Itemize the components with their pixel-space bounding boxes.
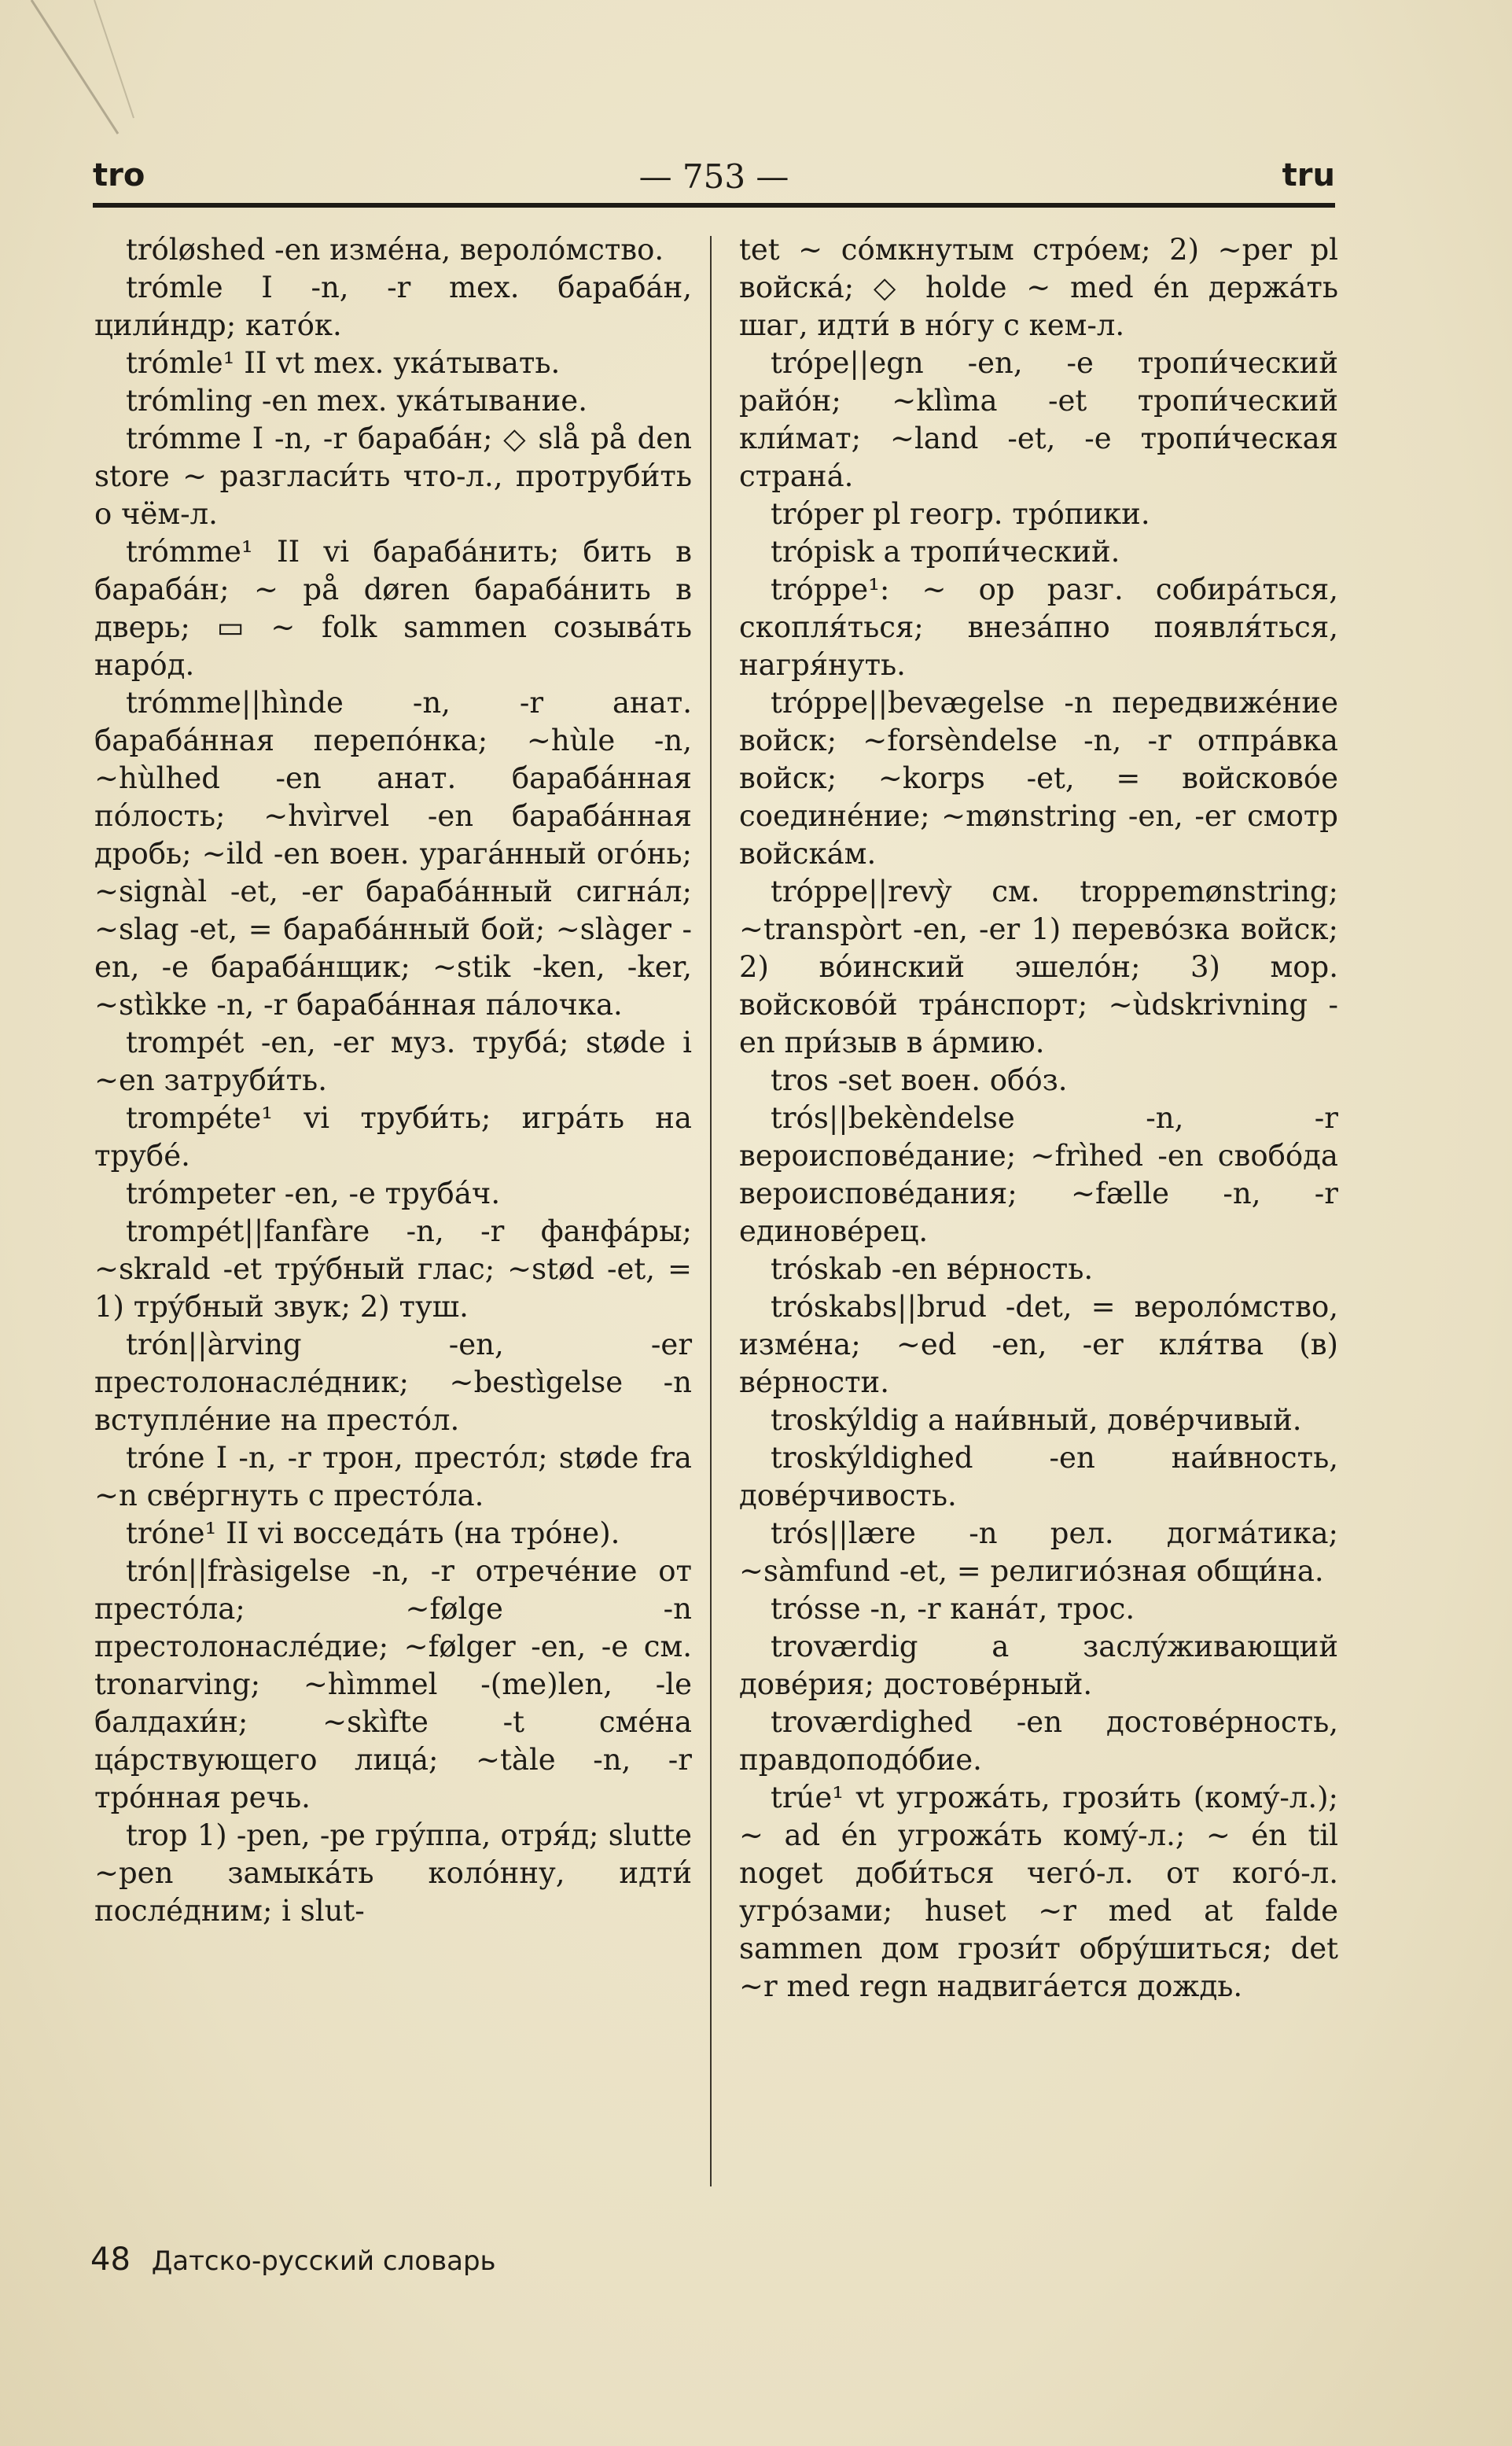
entry: trop 1) -pen, -pe грýппа, отря́д; slutte ~pen замыкáть колóнну, идти́ послéдним; i slut- (94, 1818, 692, 1928)
entry: trompét -en, -er муз. трубá; støde i ~en затруби́ть. (94, 1026, 692, 1097)
entry: trópisk a тропи́ческий. (771, 535, 1120, 569)
entry: tróskabs||brud -det, = вероло́мство, измéна; ~ed -en, -er кля́тва (в) вéрности. (739, 1290, 1338, 1399)
entry-continuation: tet ~ сóмкнутым стрóем; 2) ~per pl войскá; ◇ holde ~ med én держáть шаг, идти́ в нóгу с кем-л. (739, 233, 1338, 342)
entry: tróne¹ II vi восседáть (на трóне). (126, 1516, 620, 1550)
entry: tróppe||revỳ см. troppemønstring; ~transpòrt -en, -er 1) перевóзка войск; 2) вóинский эшелóн; 3) мор. войсковóй трáнспорт; ~ùdskrivning -en при́зыв в áрмию. (739, 875, 1338, 1059)
entry: trómme||hìnde -n, -r анат. барабáнная перепóнка; ~hùle -n, ~hùlhed -en анат. барабáнная пóлость; ~hvìrvel -en барабáнная дробь; ~ild -en воен. урагáнный огóнь; ~signàl -et, -er барабáнный сигнáл; ~slag -et, = барабáнный бой; ~slàger -en, -e барабáнщик; ~stik -ken, -ker, ~stìkke -n, -r барабáнная пáлочка. (94, 686, 692, 1022)
entry: trómle I -n, -r mex. барабáн, цили́ндр; катóк. (94, 271, 692, 342)
entry: trón||àrving -en, -er престолонаслéдник; ~bestìgelse -n вступлéние на престóл. (94, 1328, 692, 1437)
entry: trúe¹ vt угрожáть, грози́ть (комý-л.); ~ ad én угрожáть комý-л.; ~ én til noget доби́ться чегó-л. от когó-л. угрóзами; huset ~r med at falde sammen дом грози́т обрýшиться; det ~r med regn надвигáется дождь. (739, 1781, 1338, 2003)
entry: trómme I -n, -r барабáн; ◇ slå på den store ~ разгласи́ть что-л., протруби́ть о чём-л. (94, 422, 692, 531)
column-divider (710, 236, 712, 2186)
entry: trómling -en mex. укáтывание. (126, 384, 587, 418)
page-number: — 753 — (638, 157, 789, 196)
book-title: Датско-русский словарь (151, 2245, 496, 2277)
header-rule (93, 203, 1335, 208)
entry: tróppe||bevægelse -n передвижéние войск; ~forsèndelse -n, -r отпрáвка войск; ~korps -et, = войсковóе соединéние; ~mønstring -en, -er смотр войскáм. (739, 686, 1338, 871)
left-column (94, 231, 692, 1930)
entry: tróskab -en вéрность. (771, 1252, 1094, 1286)
entry: tróne I -n, -r трон, престóл; støde fra ~n свéргнуть с престóла. (94, 1441, 692, 1512)
entry: trompét||fanfàre -n, -r фанфáры; ~skrald -et трýбный глас; ~stød -et, = 1) трýбный звук; 2) туш. (94, 1214, 692, 1324)
entry: trón||fràsigelse -n, -r отречéние от престóла; ~følge -n престолонаслéдие; ~følger -en, -e см. tronarving; ~hìmmel -(me)len, -le балдахи́н; ~skìfte -t смéна цáрствующего лицá; ~tàle -n, -r трóнная речь. (94, 1554, 692, 1814)
entry: troskýldighed -en наи́вность, довéрчивость. (739, 1441, 1338, 1512)
entry: trósse -n, -r канáт, трос. (771, 1592, 1135, 1626)
entry: tróppe¹: ~ op разг. собирáться, скопля́ться; внезáпно появля́ться, нагря́нуть. (739, 573, 1338, 682)
right-column (739, 231, 1338, 2006)
page-footer (90, 2242, 496, 2278)
entry: trómpeter -en, -e трубáч. (126, 1177, 501, 1210)
entry: trómle¹ II vt mex. укáтывать. (126, 346, 561, 380)
entry: trompéte¹ vi труби́ть; игрáть на трубé. (94, 1101, 692, 1173)
entry: tróløshed -en измéна, вероло́мство. (126, 233, 664, 267)
signature-mark: 48 (90, 2242, 131, 2278)
left-guide-word: tro (93, 157, 145, 193)
page-header (93, 157, 1335, 197)
entry: troskýldig a наи́вный, довéрчивый. (771, 1403, 1302, 1437)
corner-fold-crease (0, 0, 204, 157)
entry: trós||lære -n рел. догмáтика; ~sàmfund -et, = религиóзная общи́на. (739, 1516, 1338, 1588)
entry: tros -set воен. обóз. (771, 1063, 1068, 1097)
entry: trópe||egn -en, -e тропи́ческий райóн; ~klìma -et тропи́ческий кли́мат; ~land -et, -e тропи́ческая странá. (739, 346, 1338, 493)
right-guide-word: tru (1282, 157, 1335, 193)
entry: troværdighed -en достовéрность, правдоподóбие. (739, 1705, 1338, 1777)
entry: troværdig a заслýживающий довéрия; достовéрный. (739, 1630, 1338, 1701)
entry: trómme¹ II vi барабáнить; бить в барабáн; ~ på døren барабáнить в дверь; ▭ ~ folk sammen созывáть нарóд. (94, 535, 692, 682)
entry: tróper pl геогр. трóпики. (771, 497, 1150, 531)
entry: trós||bekèndelse -n, -r вероисповéдание; ~frìhed -en свобóда вероисповéдания; ~fælle -n, -r единовéрец. (739, 1101, 1338, 1248)
